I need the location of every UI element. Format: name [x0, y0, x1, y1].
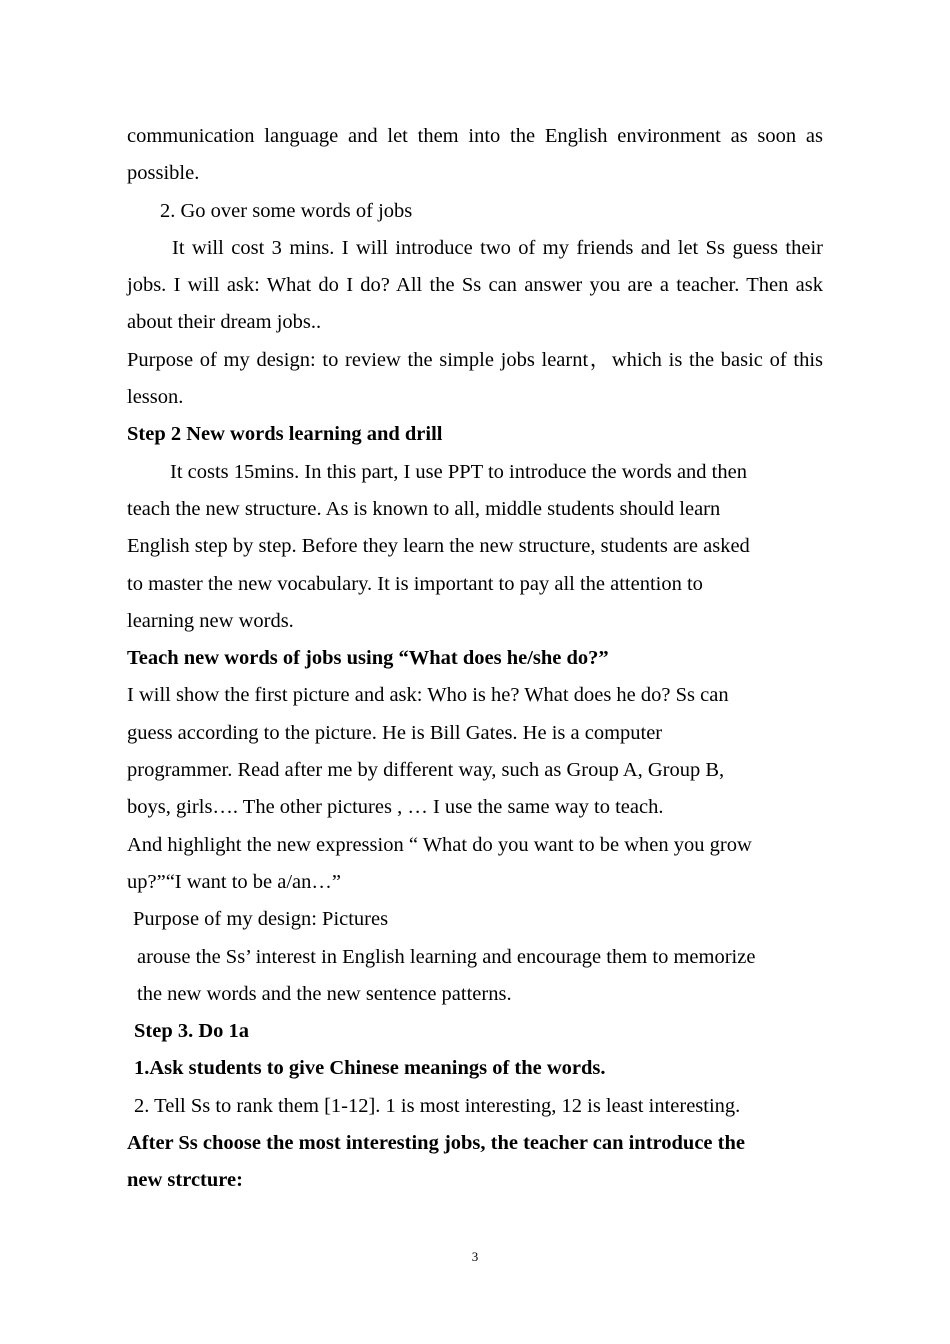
- paragraph-cost-3-mins-text: It will cost 3 mins. I will introduce two of my friends and let Ss guess their jobs. I will ask: What do I do? All the Ss can answer you are a teacher. Then ask about their dream jobs..: [127, 236, 823, 334]
- paragraph-line-programmer: programmer. Read after me by different way, such as Group A, Group B,: [127, 759, 725, 782]
- paragraph-line-want-to-be: up?”“I want to be a/an…”: [127, 870, 342, 893]
- paragraph-purpose-pictures: Purpose of my design: Pictures: [133, 908, 389, 931]
- paragraph-cost-3-mins: [127, 230, 823, 342]
- document-body: [127, 118, 823, 1200]
- list-item-chinese-meanings: 1.Ask students to give Chinese meanings of the words.: [134, 1057, 606, 1080]
- paragraph-line-sentence-patterns: the new words and the new sentence patterns.: [137, 982, 512, 1005]
- paragraph-line-arouse-interest: arouse the Ss’ interest in English learning and encourage them to memorize: [137, 945, 756, 968]
- paragraph-line-costs-15mins: It costs 15mins. In this part, I use PPT to introduce the words and then: [170, 460, 747, 483]
- page-number: 3: [471, 1249, 479, 1264]
- paragraph-line-new-structure: new strcture:: [127, 1169, 243, 1192]
- paragraph-line-learning-words: learning new words.: [127, 609, 294, 632]
- paragraph-line-highlight: And highlight the new expression “ What do you want to be when you grow: [127, 833, 752, 856]
- paragraph-line-teach-structure: teach the new structure. As is known to all, middle students should learn: [127, 497, 721, 520]
- paragraph-line-after-ss-choose: After Ss choose the most interesting jobs, the teacher can introduce the: [127, 1132, 745, 1155]
- paragraph-line-master-vocabulary: to master the new vocabulary. It is important to pay all the attention to: [127, 572, 703, 595]
- heading-teach-new-words: Teach new words of jobs using “What does he/she do?”: [127, 647, 609, 670]
- list-item-go-over-jobs: 2. Go over some words of jobs: [160, 199, 413, 222]
- heading-step-3: Step 3. Do 1a: [134, 1020, 250, 1043]
- paragraph-line-boys-girls: boys, girls…. The other pictures , … I use the same way to teach.: [127, 796, 664, 819]
- paragraph-communication: communication language and let them into the English environment as soon as possible.: [127, 125, 823, 185]
- paragraph-line-english-step: English step by step. Before they learn the new structure, students are asked: [127, 535, 750, 558]
- heading-step-2: Step 2 New words learning and drill: [127, 423, 443, 446]
- list-item-rank-them: 2. Tell Ss to rank them [1-12]. 1 is most interesting, 12 is least interesting.: [134, 1094, 741, 1117]
- paragraph-line-bill-gates: guess according to the picture. He is Bill Gates. He is a computer: [127, 721, 663, 744]
- paragraph-line-first-picture: I will show the first picture and ask: Who is he? What does he do? Ss can: [127, 684, 729, 707]
- paragraph-purpose-review: Purpose of my design: to review the simple jobs learnt，which is the basic of this lesson.: [127, 348, 823, 409]
